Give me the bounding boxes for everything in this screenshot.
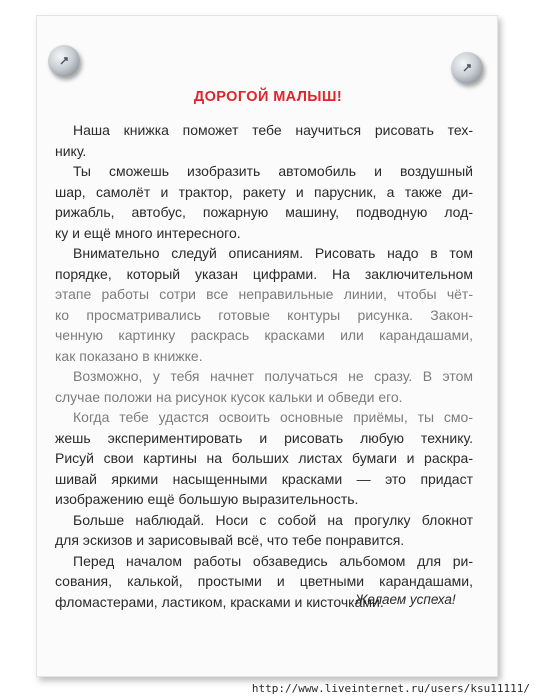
text-line: Больше наблюдай. Носи с собой на прогулку блокнот [73, 511, 473, 528]
text-line: нику. [55, 142, 87, 159]
text-line: Ты сможешь изобразить автомобиль и воздушный [73, 163, 473, 179]
text-line: шивай яркими насыщенными красками — это придаст [55, 470, 473, 487]
text-line: случае положи на рисунок кусок кальки и обведи его. [55, 388, 403, 405]
text-line: ку и ещё много интересного. [55, 224, 241, 241]
text-line: Перед началом работы обзаведись альбомом для ри- [73, 552, 473, 569]
text-line: шар, самолёт и трактор, ракету и парусник, а также ди- [55, 183, 473, 200]
text-line: порядке, который указан цифрами. На заключительном [55, 265, 473, 282]
text-line: ко просматривались готовые контуры рисунка. Закон- [55, 306, 473, 323]
text-line: Когда тебе удастся освоить основные приёмы, ты смо- [73, 409, 473, 425]
text-line: жешь экспериментировать и рисовать любую технику. [55, 429, 473, 446]
pushpin-icon [48, 45, 80, 77]
text-line: изображению ещё большую выразительность. [55, 491, 359, 507]
pushpin-icon [451, 52, 483, 84]
text-line: как показано в книжке. [55, 347, 203, 364]
text-line: Возможно, у тебя начнет получаться не сразу. В этом [73, 368, 473, 384]
closing-wish: Желаем успеха! [355, 592, 456, 607]
text-line: ченную картинку раскрась красками или карандашами, [55, 327, 473, 343]
body-text [55, 120, 473, 612]
text-line: Наша книжка поможет тебе научиться рисовать тех- [73, 122, 473, 138]
text-line: сования, калькой, простыми и цветными карандашами, [55, 573, 473, 589]
text-line: рижабль, автобус, пожарную машину, подводную лод- [55, 204, 473, 220]
text-line: для эскизов и зарисовывай всё, что тебе понравится. [55, 532, 405, 548]
text-line: этапе работы сотри все неправильные линии, чтобы чёт- [55, 286, 473, 302]
text-line: Рисуй свои картины на больших листах бумаги и раскра- [55, 450, 473, 466]
text-line: фломастерами, ластиком, красками и кисточками. [55, 593, 384, 610]
page-title: ДОРОГОЙ МАЛЫШ! [193, 89, 343, 105]
text-line: Внимательно следуй описаниям. Рисовать надо в том [73, 245, 473, 261]
source-url: http://www.liveinternet.ru/users/ksu11111/ [251, 682, 530, 695]
